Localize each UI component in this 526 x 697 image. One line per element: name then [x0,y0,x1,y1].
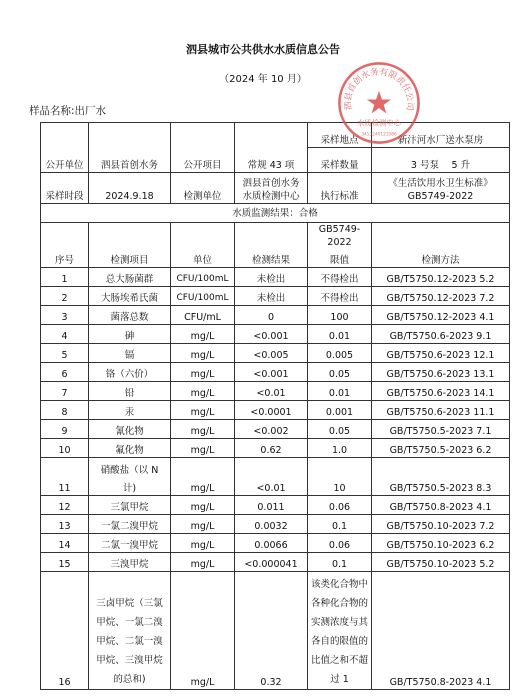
cell-no: 7 [41,382,89,401]
cell-limit: 不得检出 [308,287,372,306]
table-header-row [41,223,510,268]
table-row [41,458,510,496]
cell-method: GB/T5750.12-2023 4.1 [372,306,510,325]
cell-item: 汞 [89,401,171,420]
cell-item [89,458,171,496]
cell-unit: mg/L [171,439,235,458]
cell-result: 未检出 [235,268,308,287]
cell-method: GB/T5750.5-2023 7.1 [372,420,510,439]
header-limit-line1: GB5749-2022 [318,224,361,248]
header-no: 序号 [41,223,89,268]
seal-star-icon [367,91,391,113]
cell-no: 16 [41,572,89,690]
cell-result: 0.0066 [235,534,308,553]
cell-item: 砷 [89,325,171,344]
cell-item-line: 甲烷、二氯一溴 [96,636,163,647]
cell-item: 二氯一溴甲烷 [89,534,171,553]
cell-no: 5 [41,344,89,363]
qty-label: 采样数量 [308,148,372,173]
standard-line2: GB5749-2022 [407,191,474,202]
cell-limit: 0.06 [308,534,372,553]
cell-limit: 0.01 [308,382,372,401]
test-unit-line2: 水质检测中心 [242,191,300,202]
cell-limit: 0.1 [308,553,372,572]
cell-unit: mg/L [171,401,235,420]
cell-item: 三氯甲烷 [89,496,171,515]
cell-method: GB/T5750.12-2023 7.2 [372,287,510,306]
pub-label: 公开单位 [41,123,89,173]
cell-result: <0.0001 [235,401,308,420]
pub-value: 泗县首创水务 [89,123,171,173]
cell-no: 9 [41,420,89,439]
cell-unit: CFU/mL [171,306,235,325]
cell-item: 总大肠菌群 [89,268,171,287]
cell-unit: mg/L [171,572,235,690]
time-label: 采样时段 [41,173,89,204]
cell-unit: mg/L [171,553,235,572]
test-unit-line1: 泗县首创水务 [242,178,300,189]
cell-result: <0.000041 [235,553,308,572]
test-unit-value [235,173,308,204]
cell-item: 三溴甲烷 [89,553,171,572]
cell-item: 氟化物 [89,439,171,458]
loc-label: 采样地点 [308,123,372,148]
cell-unit: CFU/100mL [171,287,235,306]
cell-limit: 0.005 [308,344,372,363]
cell-method: GB/T5750.8-2023 4.1 [372,572,510,690]
standard-value [372,173,510,204]
cell-no: 14 [41,534,89,553]
cell-unit: mg/L [171,382,235,401]
cell-limit: 0.1 [308,515,372,534]
cell-result: 0.0032 [235,515,308,534]
cell-limit: 0.001 [308,401,372,420]
cell-limit-line: 比值之和不超 [310,655,368,666]
header-unit: 单位 [171,223,235,268]
cell-item-line: 甲烷、一氯二溴 [96,617,163,628]
cell-limit-line: 实测浓度与其 [310,617,368,628]
cell-result: <0.002 [235,420,308,439]
info-row-location-a [41,123,510,148]
header-method: 检测方法 [372,223,510,268]
cell-unit: mg/L [171,496,235,515]
cell-result: <0.005 [235,344,308,363]
cell-method: GB/T5750.10-2023 5.2 [372,553,510,572]
header-item: 检测项目 [89,223,171,268]
cell-unit: mg/L [171,515,235,534]
cell-item: 菌落总数 [89,306,171,325]
result-title-row [41,204,510,223]
cell-method: GB/T5750.10-2023 6.2 [372,534,510,553]
cell-method: GB/T5750.6-2023 9.1 [372,325,510,344]
seal-sub-text: 水质检测中心 [357,118,401,128]
cell-method: GB/T5750.10-2023 7.2 [372,515,510,534]
cell-item: 镉 [89,344,171,363]
cell-method: GB/T5750.5-2023 6.2 [372,439,510,458]
water-quality-table [40,122,510,690]
proj-value: 常规 43 项 [235,123,308,173]
cell-limit-line: 各种化合物的 [310,598,368,609]
table-row [41,496,510,515]
cell-unit: mg/L [171,325,235,344]
cell-item-line1: 硝酸盐（以 N [100,465,159,476]
cell-item: 大肠埃希氏菌 [89,287,171,306]
header-limit [308,223,372,268]
cell-limit: 0.05 [308,420,372,439]
table-row [41,439,510,458]
cell-no: 13 [41,515,89,534]
cell-unit: mg/L [171,344,235,363]
table-row [41,515,510,534]
cell-no: 4 [41,325,89,344]
standard-line1: 《生活饮用水卫生标准》 [388,178,493,189]
table-row [41,420,510,439]
cell-item-line: 甲烷、三溴甲烷 [96,655,163,666]
cell-limit: 100 [308,306,372,325]
table-row [41,401,510,420]
cell-no: 6 [41,363,89,382]
cell-result: <0.01 [235,382,308,401]
cell-result: 未检出 [235,287,308,306]
cell-item: 铬（六价） [89,363,171,382]
cell-no: 3 [41,306,89,325]
cell-item: 氰化物 [89,420,171,439]
seal-arc-text: 泗县首创水务有限责任公司 [343,67,415,112]
seal-number: 3413240123386 [361,132,397,138]
cell-unit: mg/L [171,420,235,439]
official-seal [336,60,422,146]
table-row [41,325,510,344]
table-row [41,553,510,572]
cell-no: 1 [41,268,89,287]
header-result: 检测结果 [235,223,308,268]
cell-no: 11 [41,458,89,496]
table-row [41,382,510,401]
report-date: （2024 年 10 月） [219,74,307,85]
cell-no: 12 [41,496,89,515]
table-row [41,534,510,553]
cell-result: <0.001 [235,325,308,344]
cell-limit-line: 各自的限值的 [310,636,368,647]
table-row [41,572,510,690]
cell-result: 0.011 [235,496,308,515]
time-value: 2024.9.18 [89,173,171,204]
page-title: 泗县城市公共供水水质信息公告 [186,43,340,56]
cell-result: 0.62 [235,439,308,458]
table-row [41,363,510,382]
cell-item-line: 三卤甲烷（三氯 [96,598,163,609]
cell-unit: CFU/100mL [171,268,235,287]
cell-limit [308,572,372,690]
sample-name: 样品名称:出厂水 [29,105,107,117]
cell-no: 8 [41,401,89,420]
cell-method: GB/T5750.5-2023 8.3 [372,458,510,496]
table-row [41,306,510,325]
cell-method: GB/T5750.12-2023 5.2 [372,268,510,287]
cell-limit-line: 过 1 [330,674,349,685]
cell-limit: 10 [308,458,372,496]
cell-method: GB/T5750.6-2023 14.1 [372,382,510,401]
cell-limit: 1.0 [308,439,372,458]
cell-limit: 0.05 [308,363,372,382]
table-row [41,268,510,287]
loc-value: 新汴河水厂送水泵房 [372,123,510,148]
cell-limit: 0.01 [308,325,372,344]
cell-result: 0 [235,306,308,325]
qty-value: 3 号泵 5 升 [372,148,510,173]
cell-item: 一氯二溴甲烷 [89,515,171,534]
cell-item [89,572,171,690]
cell-no: 10 [41,439,89,458]
proj-label: 公开项目 [171,123,235,173]
info-row-time [41,173,510,204]
result-title: 水质监测结果：合格 [41,204,510,223]
table-row [41,344,510,363]
cell-unit: mg/L [171,363,235,382]
cell-item-line2: 计) [122,483,137,494]
cell-method: GB/T5750.8-2023 4.1 [372,496,510,515]
cell-result: 0.32 [235,572,308,690]
cell-result: <0.01 [235,458,308,496]
cell-item-line: 的总和) [113,674,146,685]
cell-unit: mg/L [171,458,235,496]
cell-no: 2 [41,287,89,306]
table-row [41,287,510,306]
test-unit-label: 检测单位 [171,173,235,204]
cell-method: GB/T5750.6-2023 12.1 [372,344,510,363]
cell-method: GB/T5750.6-2023 11.1 [372,401,510,420]
cell-item: 铅 [89,382,171,401]
cell-result: <0.001 [235,363,308,382]
cell-method: GB/T5750.6-2023 13.1 [372,363,510,382]
standard-label: 执行标准 [308,173,372,204]
cell-no: 15 [41,553,89,572]
cell-limit: 0.06 [308,496,372,515]
cell-limit-line: 该类化合物中 [310,579,368,590]
header-limit-line2: 限值 [329,255,349,266]
cell-limit: 不得检出 [308,268,372,287]
cell-unit: mg/L [171,534,235,553]
